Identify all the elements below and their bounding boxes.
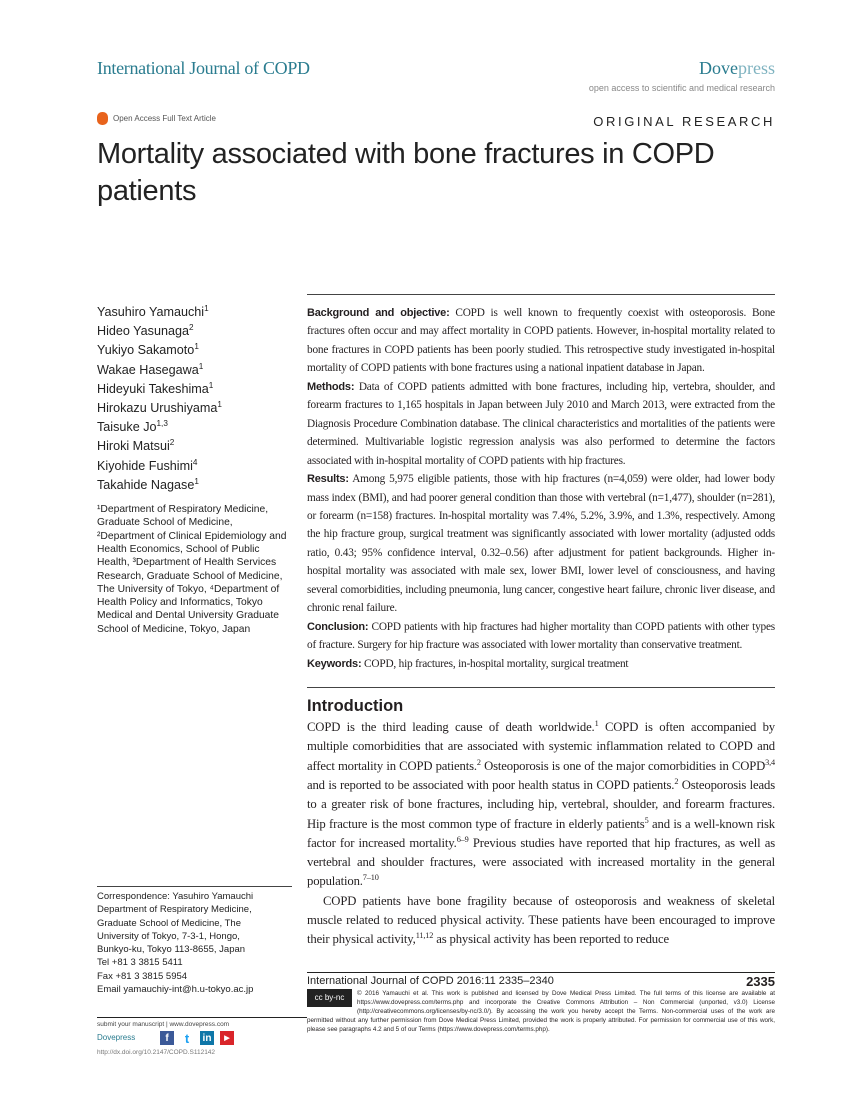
text: and is a well-known risk factor for increased mortality. (307, 816, 775, 850)
citation-ref: 1 (594, 718, 599, 728)
keywords (307, 655, 775, 673)
correspondence-line: Fax +81 3 3815 5954 (97, 970, 188, 982)
footer-dovepress-logo: Dovepress (97, 1033, 136, 1042)
author (97, 303, 292, 322)
author (97, 399, 292, 418)
author-affiliation-mark: 1 (217, 399, 222, 409)
submit-manuscript-link[interactable]: submit your manuscript | www.dovepress.com (97, 1021, 230, 1028)
correspondence (97, 886, 292, 996)
author-affiliation-mark: 2 (169, 438, 175, 448)
cc-license-icon: cc by-nc (307, 989, 352, 1007)
abstract-rule (307, 294, 775, 295)
correspondence-line: Tel +81 3 3815 5411 (97, 957, 183, 969)
abstract-background (307, 304, 775, 378)
facebook-icon[interactable]: f (160, 1031, 174, 1045)
label: Conclusion: (307, 620, 369, 633)
text: and is reported to be associated with poor health status in COPD patients. (307, 777, 675, 792)
page-number: 2335 (746, 973, 775, 989)
author-affiliation-mark: 2 (188, 323, 194, 333)
right-column (307, 304, 775, 1034)
citation-ref: 2 (476, 757, 481, 767)
correspondence-line: Graduate School of Medicine, The (97, 917, 241, 929)
author-affiliation-mark: 1 (208, 380, 214, 390)
text: Osteoporosis is one of the major comorbidities in COPD (480, 758, 766, 773)
author-list (97, 303, 292, 495)
text: Data of COPD patients admitted with bone fractures, including hip, vertebra, shoulder, and forearm fractures to 1,165 hospitals in Japan between July 2010 and March 2013, were extracted from the Diagnosis Procedure Combination database. The clinical characteristics and mortalities of the patients were determined. Multivariable logistic regression analysis was also performed to determine the factors associated with in-hospital mortality of COPD patients with hip fractures. (307, 380, 775, 467)
citation-ref: 7–10 (362, 873, 379, 883)
text: Among 5,975 eligible patients, those with hip fractures (n=4,059) were older, had lower body mass index (BMI), and had poorer general condition than those with vertebral (n=1,477), shoulder (n=281), or forearm (n=158) fractures. In-hospital mortality was 7.4%, 5.2%, 3.9%, and 1.3%, respectively. Among the hip fracture group, surgical treatment was significantly associated with lower mortality (adjusted odds ratio, 0.43; 95% confidence interval, 0.32–0.56) after adjustment for patient backgrounds. Higher in-hospital mortality was associated with male sex, lower BMI, lower level of consciousness, and having several comorbidities, including pneumonia, lung cancer, congestive heart failure, chronic liver disease, and chronic renal failure. (307, 473, 775, 615)
social-links (160, 1031, 234, 1045)
author-affiliation-mark: 4 (192, 457, 198, 467)
author (97, 322, 292, 341)
author (97, 341, 292, 360)
text: COPD is well known to frequently coexist with osteoporosis. Bone fractures often occur and may affect mortality in COPD patients. However, in-hospital mortality related to bone fractures in COPD patients has been poorly studied. This retrospective study investigated in-hospital mortality of COPD patients with bone fractures using a national inpatient database in Japan. (307, 307, 775, 375)
left-column (97, 303, 292, 636)
abstract-conclusion (307, 618, 775, 655)
citation-ref: 11,12 (415, 931, 434, 941)
citation-ref: 2 (674, 776, 679, 786)
publisher-logo (699, 58, 775, 79)
license-text: © 2016 Yamauchi et al. This work is published and licensed by Dove Medical Press Limited. The full terms of this license are available at https://www.dovepress.com/terms.php and incorporate the Creative Commons Attribution – Non Commercial (unported, v3.0) License (http://creativecommons.org/licenses/by-nc/3.0/). By accessing the work you hereby accept the Terms. Non-commercial uses of the work are permitted without any further permission from Dove Medical Press Limited, provided the work is properly attributed. For permission for commercial use of this work, please see paragraphs 4.2 and 5 of our Terms (https://www.dovepress.com/terms.php). (307, 989, 775, 1033)
abstract-methods (307, 378, 775, 470)
label: Background and objective: (307, 307, 450, 319)
author-name: Takahide Nagase (97, 477, 195, 492)
author-name: Yasuhiro Yamauchi (97, 305, 205, 319)
author-affiliation-mark: 1 (194, 342, 199, 352)
correspondence-line: Bunkyo-ku, Tokyo 113-8655, Japan (97, 944, 246, 956)
intro-paragraph-2 (307, 892, 775, 950)
author (97, 457, 292, 476)
text: Previous studies have reported that hip fractures, as well as vertebral and shoulder fractures, were associated with increased mortality in the general population. (307, 835, 775, 889)
footer-right (307, 972, 775, 1034)
linkedin-icon[interactable]: in (200, 1031, 214, 1045)
author (97, 437, 292, 456)
author-affiliation-mark: 1 (204, 303, 209, 313)
introduction-heading: Introduction (307, 697, 404, 716)
twitter-icon[interactable]: t (180, 1031, 194, 1045)
label: Keywords: (307, 657, 362, 670)
open-access-lock-icon (97, 112, 108, 125)
author-name: Kiyohide Fushimi (97, 458, 193, 473)
citation-ref: 5 (644, 815, 649, 825)
author (97, 361, 292, 380)
text: COPD, hip fractures, in-hospital mortality, surgical treatment (361, 657, 629, 670)
citation-ref: 3,4 (765, 757, 776, 767)
affiliations: ¹Department of Respiratory Medicine, Graduate School of Medicine, ²Department of Clinical Epidemiology and Health Economics, School of Public Health, ³Department of Health Services Research, Graduate School of Medicine, The University of Tokyo, ⁴Department of Health Policy and Informatics, Tokyo Medical and Dental University Graduate School of Medicine, Tokyo, Japan (97, 504, 287, 635)
doi-link[interactable]: http://dx.doi.org/10.2147/COPD.S112142 (97, 1049, 216, 1056)
article-title: Mortality associated with bone fractures in COPD patients (97, 138, 715, 207)
author-name: Yukiyo Sakamoto (97, 343, 195, 358)
text: COPD is the third leading cause of death worldwide. (307, 720, 595, 735)
correspondence-line: Email yamauchiy-int@h.u-tokyo.ac.jp (97, 984, 254, 996)
open-access-text: Open Access Full Text Article (113, 114, 217, 123)
intro-paragraph-1 (307, 718, 775, 892)
publisher-tagline: open access to scientific and medical research (588, 83, 775, 93)
author-affiliation-mark: 1,3 (156, 419, 168, 429)
text: COPD patients have bone fragility because of osteoporosis and weakness of skeletal muscle related to reduced physical activity. These patients have been encouraged to improve their physical activity, (307, 893, 775, 947)
text: COPD patients with hip fractures had higher mortality than COPD patients with other types of fracture. Surgery for hip fracture was associated with lower mortality than conservative treatment. (307, 620, 775, 652)
correspondence-line: Department of Respiratory Medicine, (97, 904, 252, 916)
open-access-label (97, 112, 216, 125)
label: Results: (307, 473, 349, 486)
publisher-main: Dove (699, 58, 738, 78)
author (97, 476, 292, 495)
citation-ref: 6–9 (456, 834, 469, 844)
text: Osteoporosis leads to a greater risk of bone fractures, including hip, vertebral, shoulder, and forearm fractures. Hip fracture is the most common type of fracture in elderly patients (307, 777, 775, 831)
author-name: Hiroki Matsui (97, 439, 170, 454)
section-rule (307, 687, 775, 688)
author (97, 418, 292, 437)
citation: International Journal of COPD 2016:11 2335–2340 (307, 974, 554, 987)
author (97, 380, 292, 399)
author-name: Hideo Yasunaga (97, 324, 189, 339)
footer-rule (97, 1017, 307, 1018)
correspondence-line: Correspondence: Yasuhiro Yamauchi (97, 891, 254, 902)
author-name: Hirokazu Urushiyama (97, 401, 218, 416)
youtube-icon[interactable]: ▶ (220, 1031, 234, 1045)
label: Methods: (307, 380, 355, 393)
author-name: Wakae Hasegawa (97, 362, 199, 377)
journal-name: International Journal of COPD (97, 58, 310, 78)
article-type: ORIGINAL RESEARCH (593, 114, 775, 129)
publisher-suffix: press (738, 58, 775, 78)
text: as physical activity has been reported to reduce (433, 932, 669, 947)
license-block (307, 989, 775, 1034)
author-name: Hideyuki Takeshima (97, 381, 209, 396)
abstract-results (307, 470, 775, 618)
author-affiliation-mark: 1 (194, 476, 199, 486)
abstract (307, 304, 775, 673)
author-name: Taisuke Jo (97, 420, 157, 435)
text: COPD is often accompanied by multiple comorbidities that are associated with systemic inflammation related to COPD and affect mortality in COPD patients. (307, 720, 775, 773)
author-affiliation-mark: 1 (198, 361, 204, 371)
introduction-body (307, 718, 775, 950)
correspondence-line: University of Tokyo, 7-3-1, Hongo, (97, 930, 240, 942)
